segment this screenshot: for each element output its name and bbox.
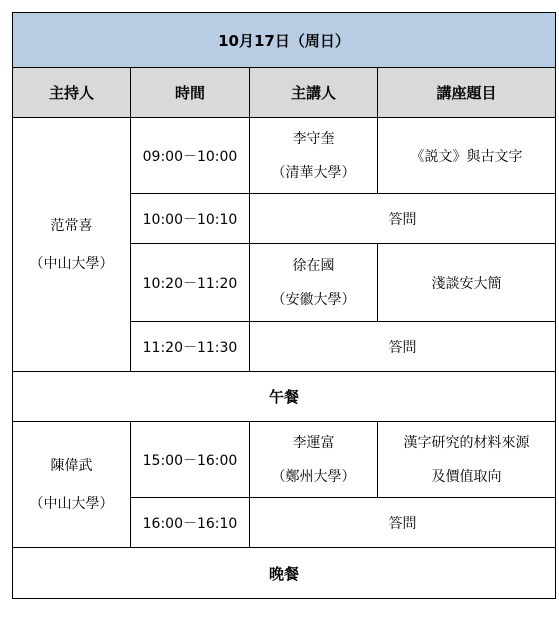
host-cell [13, 118, 131, 372]
header-host: 主持人 [13, 68, 131, 118]
qa-cell: 答問 [250, 322, 556, 372]
topic-cell: 淺談安大簡 [378, 244, 556, 322]
meal-row [13, 548, 556, 599]
time-cell: 15:00－16:00 [131, 422, 250, 498]
host-name: 范常喜 [50, 217, 93, 234]
host-cell [13, 422, 131, 548]
speaker-name: 李守奎 [292, 130, 335, 147]
meal-row [13, 372, 556, 422]
time-cell: 10:00－10:10 [131, 194, 250, 244]
schedule-table [12, 12, 556, 599]
table-row [13, 118, 556, 194]
title-row [13, 13, 556, 68]
speaker-affiliation: （清華大學） [271, 164, 356, 181]
header-row [13, 68, 556, 118]
host-affiliation: （中山大學） [29, 255, 114, 272]
topic-line: 漢字研究的材料來源 [403, 434, 530, 451]
time-cell: 16:00－16:10 [131, 498, 250, 548]
host-affiliation: （中山大學） [29, 495, 114, 512]
qa-cell: 答問 [250, 194, 556, 244]
speaker-cell [250, 422, 378, 498]
host-name: 陳偉武 [50, 457, 93, 474]
topic-line: 及價值取向 [431, 468, 502, 485]
qa-cell: 答問 [250, 498, 556, 548]
lunch-label: 午餐 [13, 372, 556, 422]
speaker-cell [250, 244, 378, 322]
speaker-name: 徐在國 [292, 257, 335, 274]
dinner-label: 晚餐 [13, 548, 556, 599]
time-cell: 09:00－10:00 [131, 118, 250, 194]
header-topic: 講座題目 [378, 68, 556, 118]
topic-cell: 《説文》與古文字 [378, 118, 556, 194]
header-time: 時間 [131, 68, 250, 118]
time-cell: 10:20－11:20 [131, 244, 250, 322]
topic-cell [378, 422, 556, 498]
speaker-cell [250, 118, 378, 194]
header-speaker: 主講人 [250, 68, 378, 118]
table-row [13, 422, 556, 498]
speaker-name: 李運富 [292, 434, 335, 451]
speaker-affiliation: （安徽大學） [271, 291, 356, 308]
time-cell: 11:20－11:30 [131, 322, 250, 372]
schedule-title: 10月17日（周日） [13, 13, 556, 68]
speaker-affiliation: （鄭州大學） [271, 468, 356, 485]
